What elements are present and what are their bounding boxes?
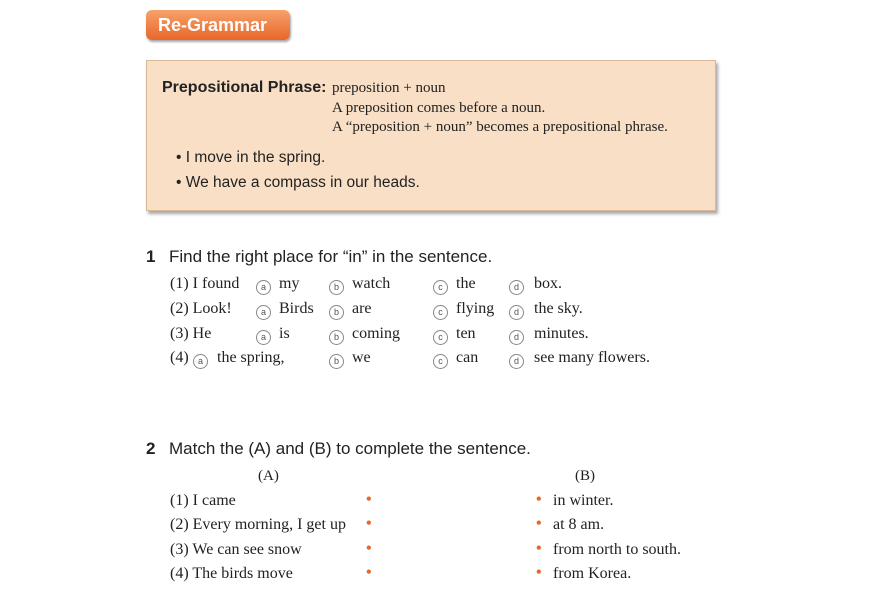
q1-row-3-choice-d[interactable]: d bbox=[509, 330, 524, 345]
q1-row-3-choice-c[interactable]: c bbox=[433, 330, 448, 345]
q1-row-1-choice-d[interactable]: d bbox=[509, 280, 524, 295]
a-dot-3[interactable]: • bbox=[366, 540, 372, 557]
q1-row-3-choice-a[interactable]: a bbox=[256, 330, 271, 345]
b-item-1: in winter. bbox=[553, 492, 614, 509]
question-1-title: Find the right place for “in” in the sentence. bbox=[169, 247, 493, 266]
q1-row-4-choice-a[interactable]: a bbox=[193, 354, 208, 369]
q1-row-1-choice-c[interactable]: c bbox=[433, 280, 448, 295]
q1-row-2-word-1: Birds bbox=[279, 300, 314, 317]
a-item-3: (3) We can see snow bbox=[170, 541, 302, 558]
q1-row-4-choice-c[interactable]: c bbox=[433, 354, 448, 369]
column-a-header: (A) bbox=[258, 468, 279, 484]
q1-row-1-word-4: box. bbox=[534, 275, 562, 292]
a-item-1: (1) I came bbox=[170, 492, 236, 509]
question-2-number: 2 bbox=[146, 439, 156, 458]
question-1-number: 1 bbox=[146, 247, 156, 266]
b-item-4: from Korea. bbox=[553, 565, 632, 582]
q1-row-2-word-3: flying bbox=[456, 300, 495, 317]
b-dot-2[interactable]: • bbox=[536, 515, 542, 532]
a-item-4: (4) The birds move bbox=[170, 565, 293, 582]
q1-row-4-word-1: the spring, bbox=[217, 349, 285, 366]
a-dot-4[interactable]: • bbox=[366, 564, 372, 581]
q1-row-4-word-2: we bbox=[352, 349, 371, 366]
a-item-2: (2) Every morning, I get up bbox=[170, 516, 346, 533]
grammar-example-2: • We have a compass in our heads. bbox=[176, 174, 420, 191]
b-dot-4[interactable]: • bbox=[536, 564, 542, 581]
a-dot-2[interactable]: • bbox=[366, 515, 372, 532]
q1-row-1-word-3: the bbox=[456, 275, 476, 292]
q1-row-2-word-4: the sky. bbox=[534, 300, 583, 317]
column-b-header: (B) bbox=[575, 468, 595, 484]
q1-row-3-label: (3) He bbox=[170, 325, 212, 342]
q1-row-2-label: (2) Look! bbox=[170, 300, 232, 317]
q1-row-1-word-2: watch bbox=[352, 275, 391, 292]
grammar-line-2: A preposition comes before a noun. bbox=[332, 100, 546, 116]
b-item-2: at 8 am. bbox=[553, 516, 605, 533]
q1-row-4-choice-b[interactable]: b bbox=[329, 354, 344, 369]
q1-row-2-choice-d[interactable]: d bbox=[509, 305, 524, 320]
a-dot-1[interactable]: • bbox=[366, 491, 372, 508]
q1-row-2-choice-a[interactable]: a bbox=[256, 305, 271, 320]
q1-row-2-choice-c[interactable]: c bbox=[433, 305, 448, 320]
q1-row-3-word-2: coming bbox=[352, 325, 400, 342]
q1-row-3-word-3: ten bbox=[456, 325, 476, 342]
q1-row-4-choice-d[interactable]: d bbox=[509, 354, 524, 369]
q1-row-3-word-4: minutes. bbox=[534, 325, 589, 342]
grammar-example-1: • I move in the spring. bbox=[176, 149, 326, 166]
grammar-line-1: preposition + noun bbox=[332, 80, 446, 96]
q1-row-2-choice-b[interactable]: b bbox=[329, 305, 344, 320]
grammar-line-3: A “preposition + noun” becomes a prepositional phrase. bbox=[332, 119, 668, 135]
q1-row-3-choice-b[interactable]: b bbox=[329, 330, 344, 345]
q1-row-4-word-4: see many flowers. bbox=[534, 349, 650, 366]
q1-row-4-label: (4) bbox=[170, 349, 189, 366]
grammar-term: Prepositional Phrase: bbox=[162, 79, 327, 96]
q1-row-3-word-1: is bbox=[279, 325, 290, 342]
q1-row-1-word-1: my bbox=[279, 275, 300, 292]
q1-row-1-choice-a[interactable]: a bbox=[256, 280, 271, 295]
b-item-3: from north to south. bbox=[553, 541, 681, 558]
b-dot-1[interactable]: • bbox=[536, 491, 542, 508]
q1-row-1-choice-b[interactable]: b bbox=[329, 280, 344, 295]
q1-row-4-word-3: can bbox=[456, 349, 479, 366]
question-2-title: Match the (A) and (B) to complete the sentence. bbox=[169, 439, 531, 458]
q1-row-2-word-2: are bbox=[352, 300, 372, 317]
section-badge: Re-Grammar bbox=[146, 10, 290, 40]
b-dot-3[interactable]: • bbox=[536, 540, 542, 557]
q1-row-1-label: (1) I found bbox=[170, 275, 240, 292]
